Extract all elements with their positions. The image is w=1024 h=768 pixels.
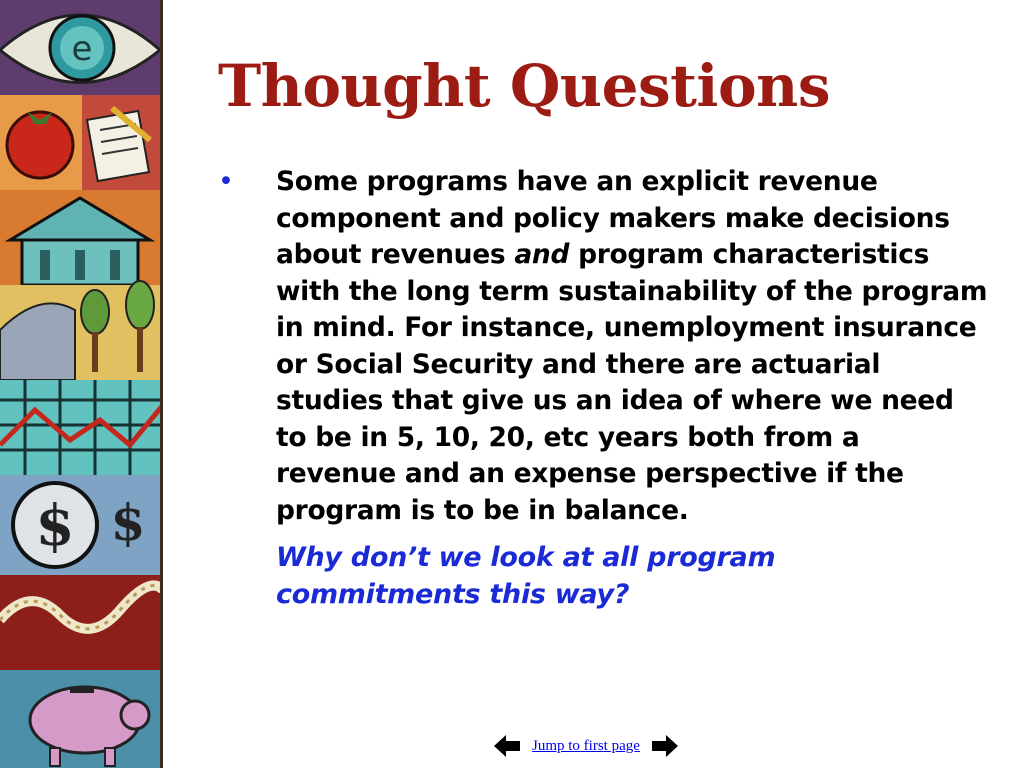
arrow-right-icon[interactable]	[650, 733, 680, 759]
slide-content	[218, 164, 988, 613]
svg-text:e: e	[71, 29, 93, 69]
tree-icon	[0, 281, 163, 380]
pencil-paper-icon	[82, 95, 163, 190]
dollar-coin-icon	[0, 475, 163, 575]
slide-title: Thought Questions	[218, 52, 830, 120]
svg-text:$: $	[35, 493, 75, 559]
arrow-left-icon[interactable]	[492, 733, 522, 759]
svg-text:$: $	[110, 493, 146, 552]
bullet-item	[218, 164, 988, 529]
grid-chart-icon	[0, 380, 163, 475]
decorative-sidebar	[0, 0, 163, 768]
bullet-text-part1: Some programs have an explicit revenue component and policy makers make decisions about revenues	[276, 166, 950, 270]
bullet-text-emphasis: and	[514, 239, 570, 270]
house-icon	[0, 190, 163, 285]
bullet-text-part2: program characteristics with the long term sustainability of the program in mind. For instance, unemployment insurance or Social Security and there are actuarial studies that give us an idea of where we need to be in 5, 10, 20, etc years both from a revenue and an expense perspective if the program is to be in balance.	[276, 239, 988, 526]
thought-question: Why don’t we look at all program commitments this way?	[276, 542, 776, 610]
bullet-marker: •	[218, 166, 234, 197]
bullet-text	[276, 164, 988, 529]
rope-icon	[0, 575, 163, 670]
tomato-icon	[0, 95, 82, 190]
eye-icon	[0, 0, 163, 95]
jump-to-first-page-link[interactable]: Jump to first page	[532, 737, 640, 754]
piggy-bank-icon	[0, 670, 163, 768]
slide-navigation	[492, 733, 680, 759]
